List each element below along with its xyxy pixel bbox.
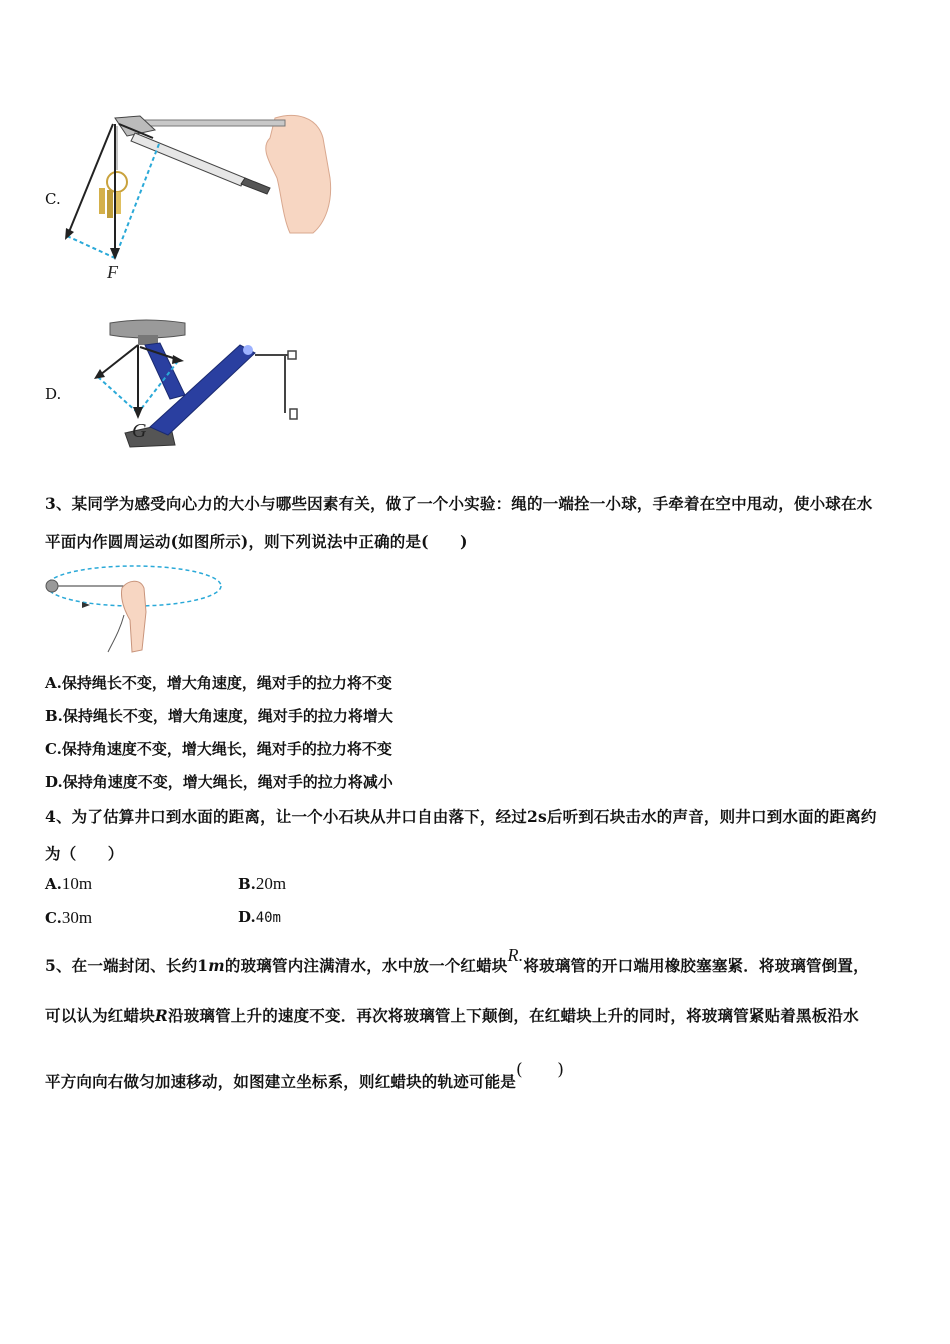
option-d-label: D. [45,385,62,403]
question-3-option-d[interactable]: D.保持角速度不变，增大绳长，绳对手的拉力将减小 [45,773,393,791]
question-4-option-d[interactable]: D.40m [238,908,281,926]
question-4-line-1: 4、为了估算井口到水面的距离，让一个小石块从井口自由落下，经过2s后听到石块击水的声音，则井口到水面的距离约 [45,807,877,826]
question-5-line-2: 可以认为红蜡块R沿玻璃管上升的速度不变．再次将玻璃管上下颠倒，在红蜡块上升的同时，将玻璃管紧贴着黑板沿水 [45,1006,859,1025]
question-4-option-b[interactable]: B.20m [238,874,287,893]
question-5-line-1: 5、在一端封闭、长约1m的玻璃管内注满清水，水中放一个红蜡块R.将玻璃管的开口端用橡胶塞塞紧．将玻璃管倒置， [45,945,869,975]
question-3-option-c[interactable]: C.保持角速度不变，增大绳长，绳对手的拉力将不变 [45,740,392,758]
keys-hanger-figure [55,108,340,283]
force-g-label: G [132,420,147,442]
question-5-line-3: 平方向向右做匀加速移动，如图建立坐标系，则红蜡块的轨迹可能是( ) [45,1060,565,1091]
option-c-label: C. [45,190,61,208]
question-3-line-2: 平面内作圆周运动(如图所示)，则下列说法中正确的是( ) [45,532,468,551]
question-4-option-c[interactable]: C.30m [45,908,93,927]
question-4-line-2: 为（ ） [45,844,124,863]
car-jack-figure [90,315,305,455]
circular-motion-figure [42,560,227,656]
question-3-option-b[interactable]: B.保持绳长不变，增大角速度，绳对手的拉力将增大 [45,707,393,725]
question-4-option-a[interactable]: A.10m [45,874,93,893]
force-f-label: F [107,262,118,282]
question-3-option-a[interactable]: A.保持绳长不变，增大角速度，绳对手的拉力将不变 [45,674,392,692]
question-3-line-1: 3、某同学为感受向心力的大小与哪些因素有关，做了一个小实验：绳的一端拴一小球，手牵着在空中甩动，使小球在水 [45,494,873,513]
